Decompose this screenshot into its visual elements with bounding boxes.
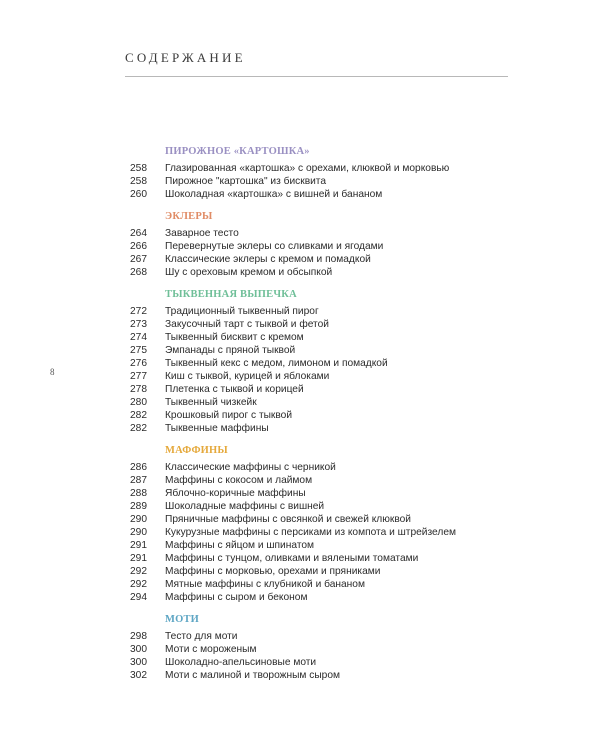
section-title: ТЫКВЕННАЯ ВЫПЕЧКА [165,289,297,300]
entry-title: Маффины с кокосом и лаймом [165,475,313,486]
page-title: СОДЕРЖАНИЕ [125,50,246,65]
toc-entry [125,357,515,370]
toc-entry [125,266,515,279]
toc-entry [125,565,515,578]
entry-page-number: 275 [130,345,147,356]
entry-page-number: 292 [130,566,147,577]
entry-page-number: 292 [130,579,147,590]
entry-title: Маффины с тунцом, оливками и вялеными томатами [165,553,419,564]
entry-title: Тыквенный кекс с медом, лимоном и помадкой [165,358,388,369]
entry-page-number: 258 [130,176,147,187]
toc-entry [125,656,515,669]
entry-title: Перевернутые эклеры со сливками и ягодами [165,241,384,252]
entry-title: Классические эклеры с кремом и помадкой [165,254,371,265]
toc-entry [125,669,515,682]
toc-section [125,144,515,201]
entry-title: Плетенка с тыквой и корицей [165,384,304,395]
toc-entry [125,188,515,201]
header-divider [125,76,508,77]
entry-page-number: 264 [130,228,147,239]
entry-title: Маффины с яйцом и шпинатом [165,540,315,551]
entry-title: Тыквенный бисквит с кремом [165,332,304,343]
toc-entry [125,552,515,565]
entry-page-number: 268 [130,267,147,278]
toc-entry [125,318,515,331]
entry-title: Тыквенные маффины [165,423,269,434]
entry-page-number: 274 [130,332,147,343]
toc-entry [125,396,515,409]
toc-entry [125,409,515,422]
toc-entry [125,474,515,487]
entry-title: Заварное тесто [165,228,239,239]
toc-entry [125,643,515,656]
entry-page-number: 272 [130,306,147,317]
toc-entry [125,526,515,539]
toc-entry [125,513,515,526]
toc-entry [125,344,515,357]
toc-entry [125,331,515,344]
toc-entry [125,461,515,474]
toc-entry [125,383,515,396]
entry-page-number: 286 [130,462,147,473]
entry-title: Шу с ореховым кремом и обсыпкой [165,267,333,278]
entry-page-number: 291 [130,553,147,564]
entry-title: Маффины с морковью, орехами и пряниками [165,566,381,577]
toc-entry [125,162,515,175]
entry-page-number: 277 [130,371,147,382]
entry-page-number: 288 [130,488,147,499]
entry-page-number: 258 [130,163,147,174]
table-of-contents [125,144,515,690]
entry-title: Тыквенный чизкейк [165,397,257,408]
toc-section [125,209,515,279]
entry-title: Кукурузные маффины с персиками из компота и штрейзелем [165,527,456,538]
entry-page-number: 298 [130,631,147,642]
section-title: МОТИ [165,614,200,625]
entry-title: Шоколадная «картошка» с вишней и бананом [165,189,383,200]
entry-page-number: 266 [130,241,147,252]
entry-page-number: 302 [130,670,147,681]
entry-page-number: 294 [130,592,147,603]
toc-entry [125,539,515,552]
entry-title: Крошковый пирог с тыквой [165,410,293,421]
entry-title: Шоколадные маффины с вишней [165,501,325,512]
entry-page-number: 282 [130,423,147,434]
toc-section [125,287,515,435]
entry-page-number: 291 [130,540,147,551]
entry-title: Пирожное "картошка" из бисквита [165,176,327,187]
entry-title: Шоколадно-апельсиновые моти [165,657,317,668]
section-title: ПИРОЖНОЕ «КАРТОШКА» [165,146,310,157]
toc-entry [125,500,515,513]
entry-title: Традиционный тыквенный пирог [165,306,319,317]
entry-title: Моти с мороженым [165,644,257,655]
toc-section [125,612,515,682]
entry-page-number: 289 [130,501,147,512]
toc-entry [125,487,515,500]
entry-title: Закусочный тарт с тыквой и фетой [165,319,329,330]
toc-section [125,443,515,604]
entry-title: Пряничные маффины с овсянкой и свежей клюквой [165,514,411,525]
entry-title: Маффины с сыром и беконом [165,592,308,603]
entry-title: Мятные маффины с клубникой и бананом [165,579,365,590]
entry-page-number: 280 [130,397,147,408]
entry-page-number: 300 [130,657,147,668]
entry-page-number: 278 [130,384,147,395]
entry-page-number: 300 [130,644,147,655]
entry-page-number: 290 [130,514,147,525]
section-title: ЭКЛЕРЫ [165,211,213,222]
entry-page-number: 260 [130,189,147,200]
toc-entry [125,370,515,383]
toc-entry [125,591,515,604]
toc-entry [125,253,515,266]
section-title: МАФФИНЫ [165,445,228,456]
toc-entry [125,578,515,591]
toc-entry [125,175,515,188]
page-number: 8 [50,367,55,377]
toc-entry [125,422,515,435]
entry-title: Классические маффины с черникой [165,462,336,473]
entry-title: Яблочно-коричные маффины [165,488,306,499]
entry-title: Эмпанады с пряной тыквой [165,345,296,356]
entry-title: Киш с тыквой, курицей и яблоками [165,371,330,382]
entry-title: Моти с малиной и творожным сыром [165,670,340,681]
entry-page-number: 282 [130,410,147,421]
entry-page-number: 290 [130,527,147,538]
toc-entry [125,630,515,643]
entry-title: Тесто для моти [165,631,238,642]
entry-page-number: 287 [130,475,147,486]
toc-entry [125,227,515,240]
entry-page-number: 267 [130,254,147,265]
entry-page-number: 276 [130,358,147,369]
toc-entry [125,305,515,318]
entry-title: Глазированная «картошка» с орехами, клюквой и морковью [165,163,450,174]
entry-page-number: 273 [130,319,147,330]
toc-entry [125,240,515,253]
